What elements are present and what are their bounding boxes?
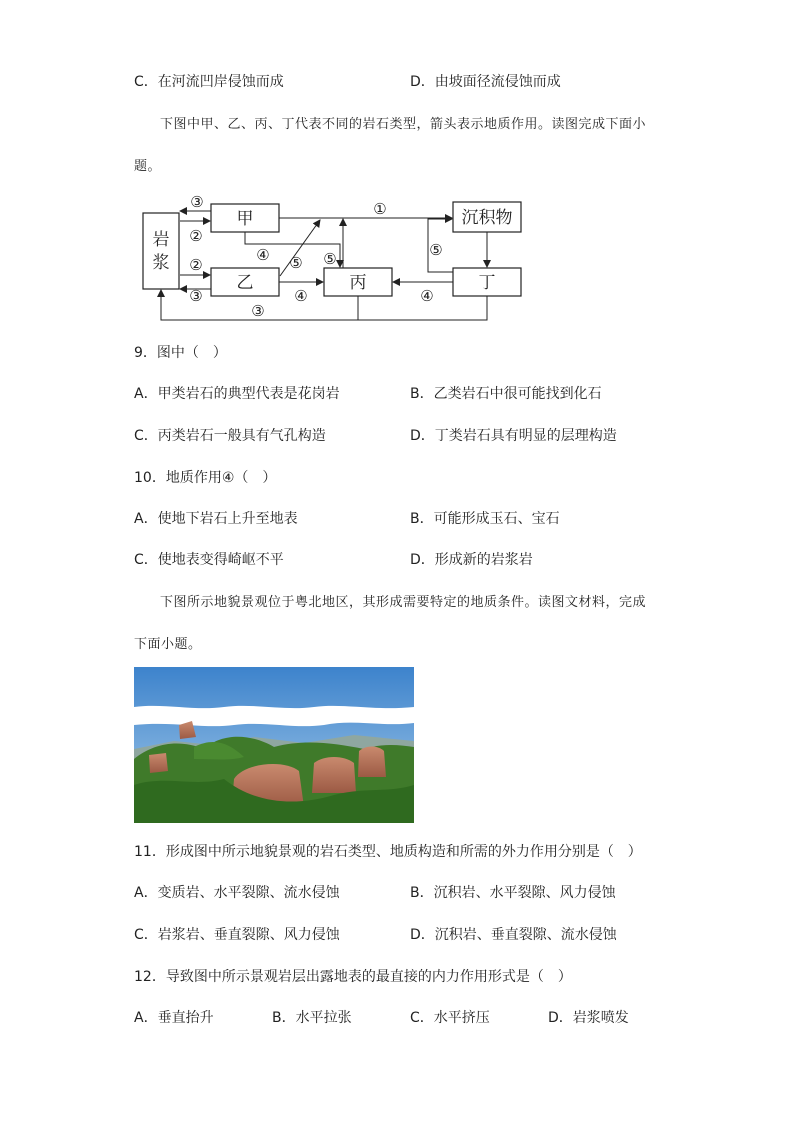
q12-option-c: C．水平挤压 <box>410 1010 490 1026</box>
q10-option-b: B．可能形成玉石、宝石 <box>410 511 560 527</box>
q12-option-b: B．水平拉张 <box>272 1010 352 1026</box>
label-4: ④ <box>294 287 308 305</box>
label-4: ④ <box>256 246 270 264</box>
label-3: ③ <box>251 302 265 320</box>
q11-option-c: C．岩浆岩、垂直裂隙、风力侵蚀 <box>134 927 340 943</box>
label-3: ③ <box>189 287 203 305</box>
q9-option-d: D．丁类岩石具有明显的层理构造 <box>410 428 617 444</box>
label-3: ③ <box>190 193 204 211</box>
q9-option-a: A．甲类岩石的典型代表是花岗岩 <box>134 386 340 402</box>
intro-text-line: 下面小题。 <box>134 637 202 652</box>
q9-option-c: C．丙类岩石一般具有气孔构造 <box>134 428 326 444</box>
label-5: ⑤ <box>323 250 337 268</box>
q10-stem: 10．地质作用④（ ） <box>134 470 277 486</box>
jia-label: 甲 <box>236 209 254 229</box>
q11-option-a: A．变质岩、水平裂隙、流水侵蚀 <box>134 885 340 901</box>
q9-option-b: B．乙类岩石中很可能找到化石 <box>410 386 602 402</box>
q11-option-d: D．沉积岩、垂直裂隙、流水侵蚀 <box>410 927 617 943</box>
q10-option-a: A．使地下岩石上升至地表 <box>134 511 298 527</box>
label-5: ⑤ <box>289 254 303 272</box>
rock-cycle-diagram <box>130 188 540 328</box>
danxia-landscape-photo <box>134 667 414 823</box>
sediment-label: 沉积物 <box>461 208 513 228</box>
q10-option-d: D．形成新的岩浆岩 <box>410 552 533 568</box>
q8-option-c: C．在河流凹岸侵蚀而成 <box>134 74 284 90</box>
label-2: ② <box>189 256 203 274</box>
intro-text-line: 题。 <box>134 159 162 174</box>
magma-box <box>143 213 179 289</box>
bing-label: 丙 <box>349 273 367 293</box>
label-5: ⑤ <box>429 241 443 259</box>
magma-label-top: 岩 <box>152 230 170 250</box>
label-1: ① <box>373 200 387 218</box>
magma-label-bottom: 浆 <box>152 253 170 273</box>
q12-option-d: D．岩浆喷发 <box>548 1010 629 1026</box>
q11-option-b: B．沉积岩、水平裂隙、风力侵蚀 <box>410 885 616 901</box>
label-4: ④ <box>420 287 434 305</box>
q10-option-c: C．使地表变得崎岖不平 <box>134 552 284 568</box>
q8-option-d: D．由坡面径流侵蚀而成 <box>410 74 561 90</box>
ding-label: 丁 <box>478 273 496 293</box>
intro-text-line: 下图中甲、乙、丙、丁代表不同的岩石类型，箭头表示地质作用。读图完成下面小 <box>160 117 647 132</box>
yi-label: 乙 <box>236 273 254 293</box>
label-2: ② <box>189 227 203 245</box>
q9-stem: 9．图中（ ） <box>134 345 227 361</box>
q12-stem: 12．导致图中所示景观岩层出露地表的最直接的内力作用形式是（ ） <box>134 969 572 985</box>
q11-stem: 11．形成图中所示地貌景观的岩石类型、地质构造和所需的外力作用分别是（ ） <box>134 844 642 860</box>
q12-option-a: A．垂直抬升 <box>134 1010 214 1026</box>
intro-text-line: 下图所示地貌景观位于粤北地区，其形成需要特定的地质条件。读图文材料，完成 <box>160 595 647 610</box>
